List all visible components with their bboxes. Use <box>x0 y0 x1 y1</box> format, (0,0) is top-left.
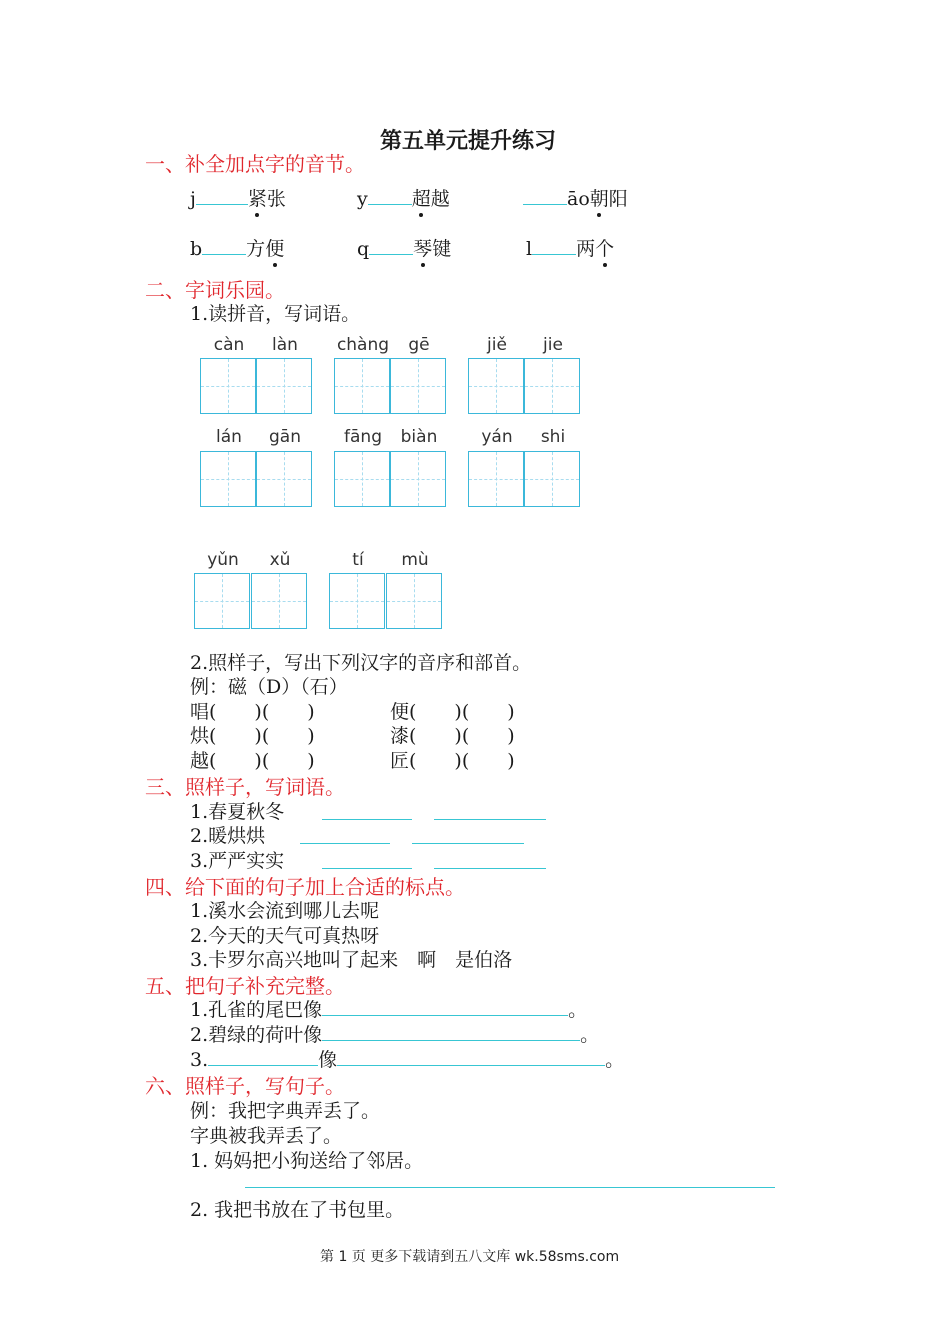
writing-box[interactable] <box>386 573 442 629</box>
q6-item: 1. 妈妈把小狗送给了邻居。 <box>190 1150 424 1172</box>
section-6-heading: 六、照样子，写句子。 <box>145 1074 345 1098</box>
section-4-heading: 四、给下面的句子加上合适的标点。 <box>145 875 465 899</box>
q3-item: 2.暖烘烘 <box>190 825 266 847</box>
q1-item-6: l 两个 <box>526 238 615 260</box>
q4-item: 2.今天的天气可真热呀 <box>190 925 380 947</box>
q1-item-2: y 超越 <box>357 188 450 210</box>
writing-box[interactable] <box>194 573 250 629</box>
writing-box[interactable] <box>524 451 580 507</box>
pinyin-label: yǔn <box>207 550 239 570</box>
section-1-heading: 一、补全加点字的音节。 <box>145 152 365 176</box>
page-title: 第五单元提升练习 <box>380 129 557 154</box>
answer-line[interactable] <box>322 868 412 869</box>
pinyin-label: jie <box>543 335 563 355</box>
answer-line[interactable] <box>245 1187 775 1188</box>
section-5-heading: 五、把句子补充完整。 <box>145 974 345 998</box>
writing-box[interactable] <box>334 451 390 507</box>
writing-box[interactable] <box>390 358 446 414</box>
q1-item-1: j 紧张 <box>190 188 286 210</box>
answer-line[interactable] <box>300 843 390 844</box>
answer-line[interactable] <box>322 819 412 820</box>
answer-blank[interactable] <box>202 236 246 255</box>
q3-item: 1.春夏秋冬 <box>190 801 285 823</box>
writing-box[interactable] <box>200 451 256 507</box>
pinyin-label: xǔ <box>269 550 291 570</box>
answer-blank[interactable] <box>196 186 248 205</box>
section-2-heading: 二、字词乐园。 <box>145 278 285 302</box>
writing-box[interactable] <box>390 451 446 507</box>
pinyin-label: yán <box>481 427 513 447</box>
q2-part2-label: 2.照样子，写出下列汉字的音序和部首。 <box>190 652 532 674</box>
q6-example: 例：我把字典弄丢了。 <box>190 1100 381 1122</box>
writing-box[interactable] <box>200 358 256 414</box>
answer-line[interactable] <box>412 843 524 844</box>
q2-char-item: 唱( )( ) <box>190 701 315 723</box>
section-3-heading: 三、照样子，写词语。 <box>145 775 345 799</box>
answer-line[interactable] <box>434 868 546 869</box>
pinyin-label: càn <box>213 335 245 355</box>
writing-box[interactable] <box>468 451 524 507</box>
answer-line[interactable] <box>434 819 546 820</box>
q1-item-4: b 方便 <box>190 238 285 260</box>
q5-item: 3. 像 。 <box>190 1049 625 1071</box>
q3-item: 3.严严实实 <box>190 850 285 872</box>
q2-char-item: 匠( )( ) <box>390 750 515 772</box>
writing-box[interactable] <box>524 358 580 414</box>
q2-part1-label: 1.读拼音，写词语。 <box>190 303 361 325</box>
q2-part2-example: 例：磁（D）（石） <box>190 676 348 698</box>
q6-item: 2. 我把书放在了书包里。 <box>190 1199 405 1221</box>
answer-blank[interactable] <box>368 186 412 205</box>
q5-item: 1.孔雀的尾巴像 。 <box>190 999 588 1021</box>
pinyin-label: gē <box>408 335 430 355</box>
pinyin-label: fāng <box>344 427 382 447</box>
pinyin-label: chàng <box>336 335 390 355</box>
answer-blank[interactable] <box>523 186 567 205</box>
pinyin-label: gān <box>269 427 301 447</box>
writing-box[interactable] <box>256 451 312 507</box>
q2-char-item: 烘( )( ) <box>190 725 315 747</box>
q2-char-item: 漆( )( ) <box>390 725 515 747</box>
page-footer: 第 1 页 更多下载请到五八文库 wk.58sms.com <box>320 1249 620 1265</box>
answer-blank[interactable] <box>369 236 413 255</box>
writing-box[interactable] <box>468 358 524 414</box>
pinyin-label: shi <box>540 427 566 447</box>
q1-item-3: āo朝阳 <box>523 184 628 211</box>
pinyin-label: biàn <box>400 427 438 447</box>
pinyin-label: mù <box>401 550 429 570</box>
pinyin-label: làn <box>272 335 298 355</box>
writing-box[interactable] <box>251 573 307 629</box>
writing-box[interactable] <box>334 358 390 414</box>
q5-item: 2.碧绿的荷叶像 。 <box>190 1024 600 1046</box>
pinyin-label: tí <box>352 550 364 570</box>
q6-example-answer: 字典被我弄丢了。 <box>190 1125 343 1147</box>
writing-box[interactable] <box>329 573 385 629</box>
q1-item-5: q 琴键 <box>357 238 452 260</box>
writing-box[interactable] <box>256 358 312 414</box>
answer-blank[interactable] <box>532 236 576 255</box>
q2-char-item: 便( )( ) <box>390 701 515 723</box>
q2-char-item: 越( )( ) <box>190 750 315 772</box>
pinyin-label: jiě <box>487 335 507 355</box>
pinyin-label: lán <box>216 427 242 447</box>
q4-item: 1.溪水会流到哪儿去呢 <box>190 900 380 922</box>
q4-item: 3.卡罗尔高兴地叫了起来 啊 是伯洛 <box>190 949 513 971</box>
